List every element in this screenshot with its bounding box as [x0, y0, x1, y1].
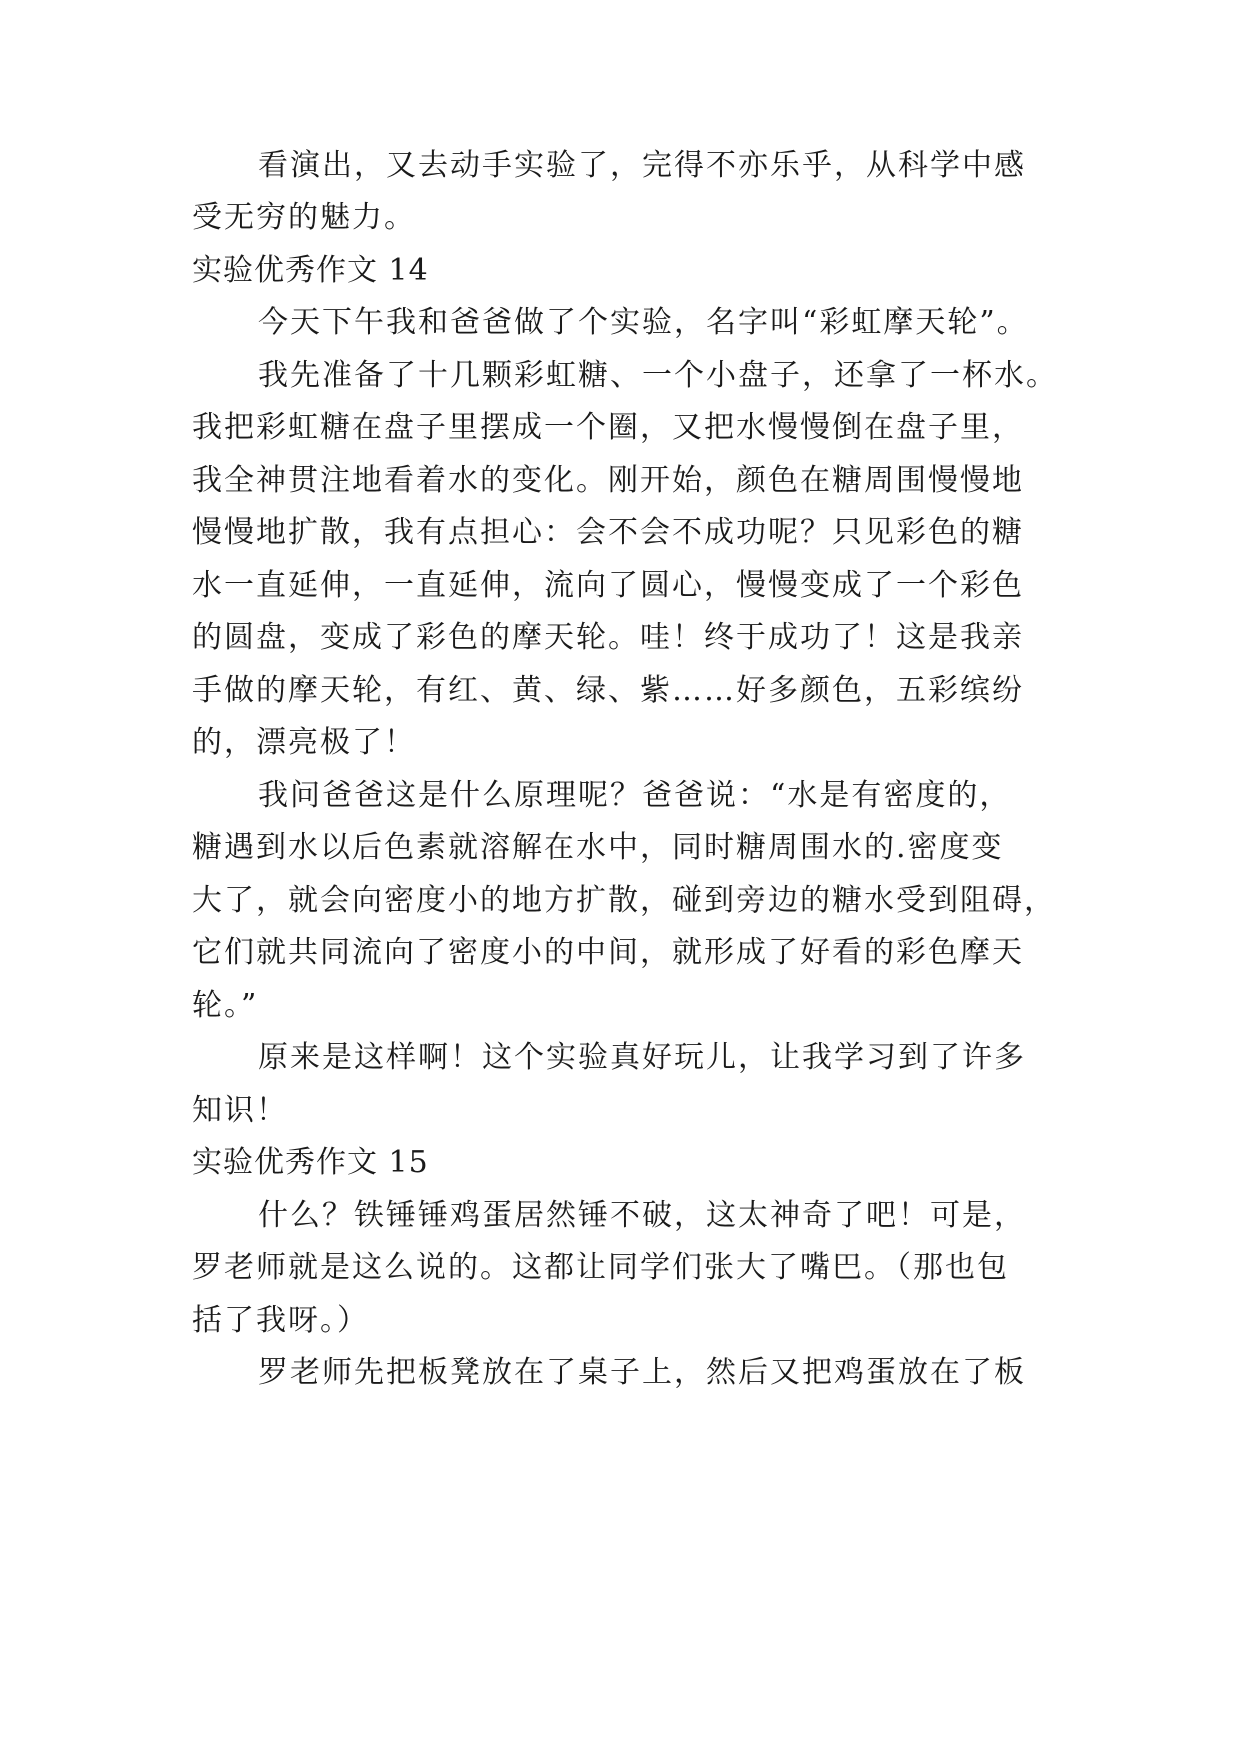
- paragraph-line: 它们就共同流向了密度小的中间，就形成了好看的彩色摩天: [192, 935, 1024, 970]
- paragraph-line: 的圆盘，变成了彩色的摩天轮。哇！终于成功了！这是我亲: [192, 620, 1024, 655]
- paragraph-line: 慢慢地扩散，我有点担心：会不会不成功呢？只见彩色的糖: [192, 515, 1024, 550]
- paragraph-line: 今天下午我和爸爸做了个实验，名字叫“彩虹摩天轮”。: [258, 305, 1029, 340]
- paragraph-line: 原来是这样啊！这个实验真好玩儿，让我学习到了许多: [258, 1040, 1026, 1075]
- paragraph-line: 大了，就会向密度小的地方扩散，碰到旁边的糖水受到阻碍，: [192, 883, 1056, 918]
- paragraph-line: 罗老师就是这么说的。这都让同学们张大了嘴巴。（那也包: [192, 1250, 1009, 1285]
- paragraph-line: 手做的摩天轮，有红、黄、绿、紫……好多颜色，五彩缤纷: [192, 673, 1024, 708]
- paragraph-line: 轮。”: [192, 988, 259, 1023]
- paragraph-line: 我问爸爸这是什么原理呢？爸爸说：“水是有密度的，: [258, 778, 1012, 813]
- paragraph-line: 看演出，又去动手实验了，完得不亦乐乎，从科学中感: [258, 148, 1026, 183]
- paragraph-line: 糖遇到水以后色素就溶解在水中，同时糖周围水的.密度变: [192, 830, 1004, 865]
- paragraph-line: 我把彩虹糖在盘子里摆成一个圈，又把水慢慢倒在盘子里，: [192, 410, 1024, 445]
- section-heading: 实验优秀作文 15: [192, 1145, 429, 1180]
- paragraph-line: 的，漂亮极了！: [192, 725, 416, 760]
- paragraph-line: 受无穷的魅力。: [192, 200, 416, 235]
- paragraph-line: 我先准备了十几颗彩虹糖、一个小盘子，还拿了一杯水。: [258, 358, 1058, 393]
- paragraph-line: 罗老师先把板凳放在了桌子上，然后又把鸡蛋放在了板: [258, 1355, 1026, 1390]
- paragraph-line: 知识！: [192, 1093, 288, 1128]
- section-heading: 实验优秀作文 14: [192, 253, 429, 288]
- paragraph-line: 我全神贯注地看着水的变化。刚开始，颜色在糖周围慢慢地: [192, 463, 1024, 498]
- paragraph-line: 什么？铁锤锤鸡蛋居然锤不破，这太神奇了吧！可是，: [258, 1198, 1026, 1233]
- paragraph-line: 括了我呀。）: [192, 1303, 369, 1338]
- paragraph-line: 水一直延伸，一直延伸，流向了圆心，慢慢变成了一个彩色: [192, 568, 1024, 603]
